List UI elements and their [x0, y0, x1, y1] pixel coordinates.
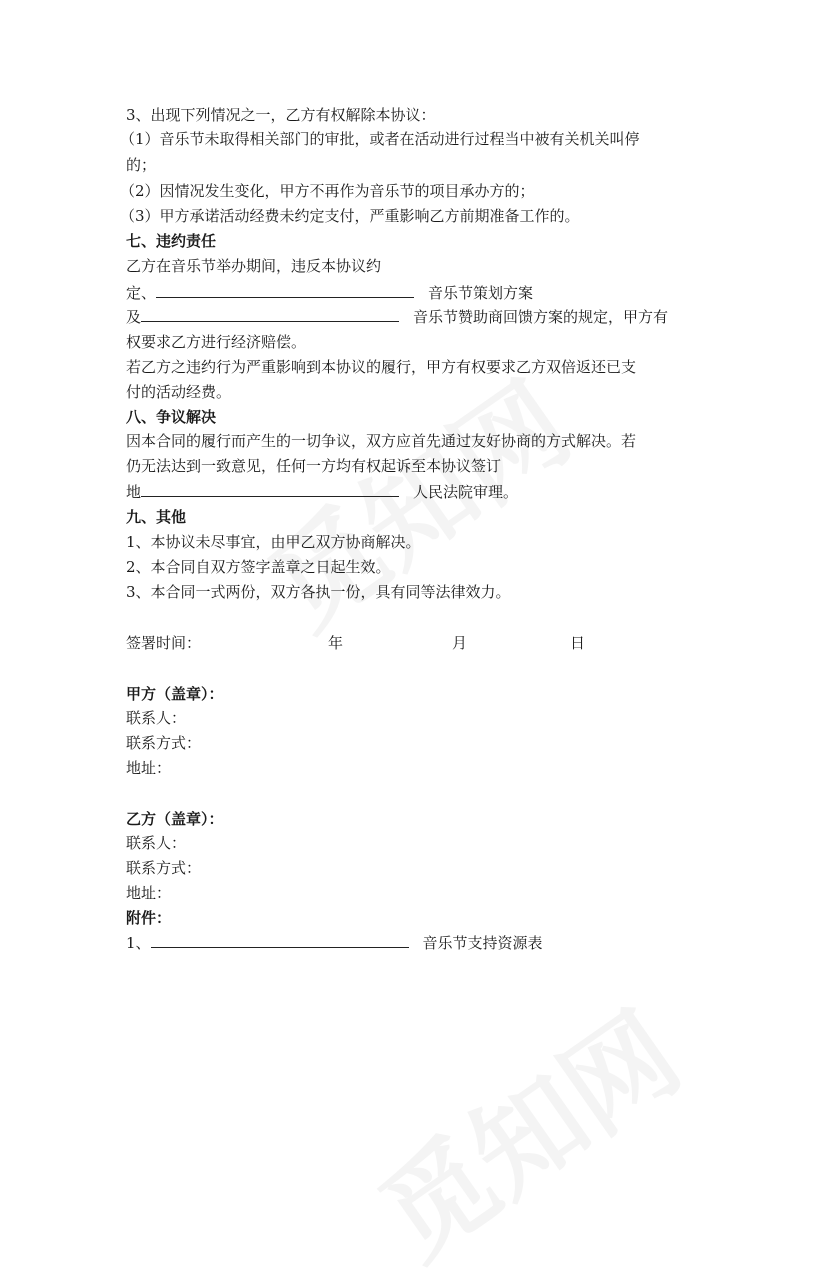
section-9-item-1: 1、本协议未尽事宜，由甲乙双方协商解决。	[126, 533, 421, 551]
party-a-phone: 联系方式：	[126, 734, 202, 752]
attachment-item-1	[126, 932, 706, 954]
section-7-title: 七、违约责任	[126, 232, 217, 250]
section-8-line-3	[126, 481, 706, 503]
section-9-item-3: 3、本合同一式两份，双方各执一份，具有同等法律效力。	[126, 583, 511, 601]
fill-blank[interactable]	[156, 282, 414, 298]
clause-3-item-3: （3）甲方承诺活动经费未约定支付，严重影响乙方前期准备工作的。	[120, 207, 580, 225]
party-a-contact: 联系人：	[126, 709, 187, 727]
section-8-title: 八、争议解决	[126, 408, 217, 426]
section-7-line-5: 若乙方之违约行为严重影响到本协议的履行，甲方有权要求乙方双倍返还已支	[126, 358, 637, 376]
party-b-address: 地址：	[126, 884, 172, 902]
party-a-address: 地址：	[126, 759, 172, 777]
clause-3-item-1: （1）音乐节未取得相关部门的审批，或者在活动进行过程当中被有关机关叫停	[120, 130, 640, 148]
clause-3-item-1-cont: 的；	[126, 156, 157, 174]
section-8-line-2: 仍无法达到一致意见，任何一方均有权起诉至本协议签订	[126, 457, 502, 475]
attachment-item-suffix: 音乐节支持资源表	[422, 934, 543, 952]
section-8-line-3-prefix: 地	[126, 483, 142, 501]
fill-blank[interactable]	[141, 306, 399, 322]
party-b-phone: 联系方式：	[126, 859, 202, 877]
signing-time-label: 签署时间：	[126, 634, 202, 652]
section-7-line-2	[126, 282, 706, 304]
party-a-title: 甲方（盖章）：	[126, 685, 224, 703]
attachment-item-prefix: 1、	[126, 934, 151, 952]
attachment-title: 附件：	[126, 909, 172, 927]
section-7-line-2-prefix: 定、	[126, 284, 157, 302]
section-7-line-3-prefix: 及	[126, 308, 142, 326]
signing-month: 月	[452, 634, 468, 652]
party-b-contact: 联系人：	[126, 834, 187, 852]
section-7-line-3	[126, 306, 706, 328]
party-b-title: 乙方（盖章）：	[126, 810, 224, 828]
section-7-line-4: 权要求乙方进行经济赔偿。	[126, 333, 307, 351]
section-9-item-2: 2、本合同自双方签字盖章之日起生效。	[126, 558, 391, 576]
section-7-line-6: 付的活动经费。	[126, 383, 232, 401]
watermark	[345, 970, 706, 1288]
section-7-line-2-suffix: 音乐节策划方案	[428, 284, 534, 302]
section-8-line-3-suffix: 人民法院审理。	[413, 483, 519, 501]
signing-day: 日	[570, 634, 586, 652]
signing-year: 年	[328, 634, 344, 652]
clause-3: 3、出现下列情况之一，乙方有权解除本协议：	[126, 106, 436, 124]
section-8-line-1: 因本合同的履行而产生的一切争议，双方应首先通过友好协商的方式解决。若	[126, 432, 637, 450]
section-7-line-3-suffix: 音乐节赞助商回馈方案的规定，甲方有	[413, 308, 669, 326]
section-7-line-1: 乙方在音乐节举办期间，违反本协议约	[126, 257, 382, 275]
section-9-title: 九、其他	[126, 508, 187, 526]
clause-3-item-2: （2）因情况发生变化，甲方不再作为音乐节的项目承办方的；	[120, 182, 535, 200]
fill-blank[interactable]	[151, 932, 409, 948]
fill-blank[interactable]	[141, 481, 399, 497]
